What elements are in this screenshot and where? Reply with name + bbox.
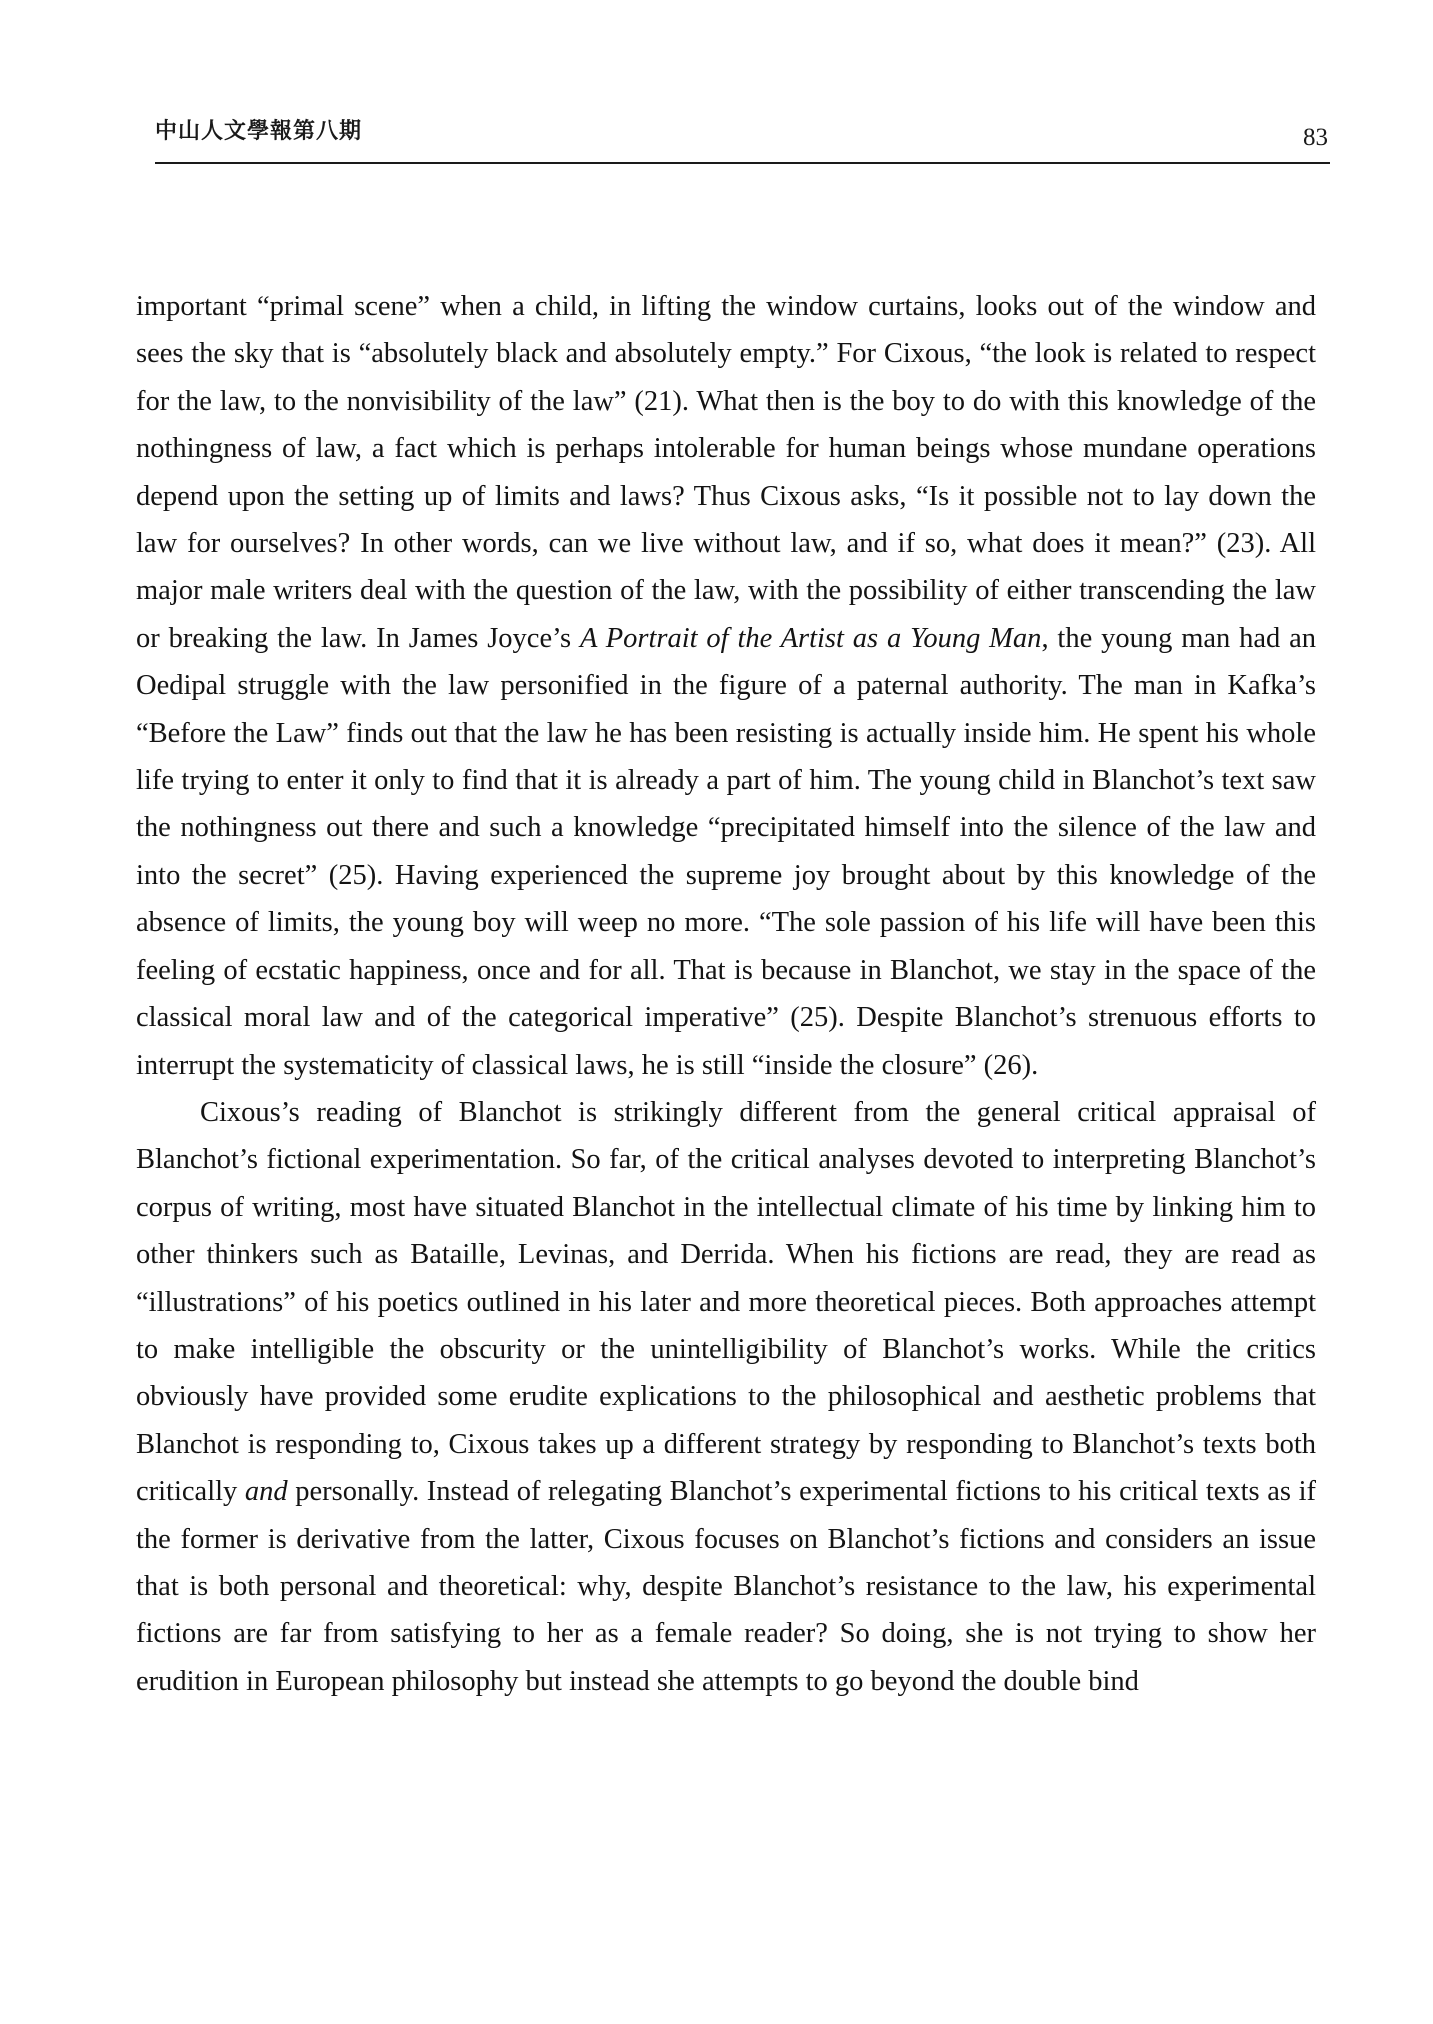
- running-header: [155, 108, 1330, 164]
- text-segment: Cixous’s reading of Blanchot is strikingly different from the general critical appraisal of Blanchot’s fictional experimentation. So far, of the critical analyses devoted to interpreting Blanchot’s corpus of writing, most have situated Blanchot in the intellectual climate of his time by linking him to other thinkers such as Bataille, Levinas, and Derrida. When his fictions are read, they are read as “illustrations” of his poetics outlined in his later and more theoretical pieces. Both approaches attempt to make intelligible the obscurity or the unintelligibility of Blanchot’s works. While the critics obviously have provided some erudite explications to the philosophical and aesthetic problems that Blanchot is responding to, Cixous takes up a different strategy by responding to Blanchot’s texts both critically: [136, 1096, 1316, 1508]
- paragraph-2: [136, 1089, 1316, 1705]
- book-title: A Portrait of the Artist as a Young Man: [579, 622, 1042, 654]
- body-text: [136, 283, 1316, 1705]
- text-segment: important “primal scene” when a child, in lifting the window curtains, looks out of the window and sees the sky that is “absolutely black and absolutely empty.” For Cixous, “the look is related to respect for the law, to the nonvisibility of the law” (21). What then is the boy to do with this knowledge of the nothingness of law, a fact which is perhaps intolerable for human beings whose mundane operations depend upon the setting up of limits and laws? Thus Cixous asks, “Is it possible not to lay down the law for ourselves? In other words, can we live without law, and if so, what does it mean?” (23). All major male writers deal with the question of the law, with the possibility of either transcending the law or breaking the law. In James Joyce’s: [136, 291, 1316, 654]
- journal-title: 中山人文學報第八期: [155, 119, 363, 144]
- paragraph-1: [136, 283, 1316, 1089]
- text-segment: , the young man had an Oedipal struggle with the law personified in the figure of a paternal authority. The man in Kafka’s “Before the Law” finds out that the law he has been resisting is actually inside him. He spent his whole life trying to enter it only to find that it is already a part of him. The young child in Blanchot’s text saw the nothingness out there and such a knowledge “precipitated himself into the silence of the law and into the secret” (25). Having experienced the supreme joy brought about by this knowledge of the absence of limits, the young boy will weep no more. “The sole passion of his life will have been this feeling of ecstatic happiness, once and for all. That is because in Blanchot, we stay in the space of the classical moral law and of the categorical imperative” (25). Despite Blanchot’s strenuous efforts to interrupt the systematicity of classical laws, he is still “inside the closure” (26).: [136, 622, 1317, 1081]
- text-segment: personally. Instead of relegating Blanchot’s experimental fictions to his critical texts as if the former is derivative from the latter, Cixous focuses on Blanchot’s fictions and considers an issue that is both personal and theoretical: why, despite Blanchot’s resistance to the law, his experimental fictions are far from satisfying to her as a female reader? So doing, she is not trying to show her erudition in European philosophy but instead she attempts to go beyond the double bind: [136, 1476, 1316, 1697]
- emphasis: and: [244, 1476, 288, 1508]
- page-number: 83: [1303, 124, 1328, 151]
